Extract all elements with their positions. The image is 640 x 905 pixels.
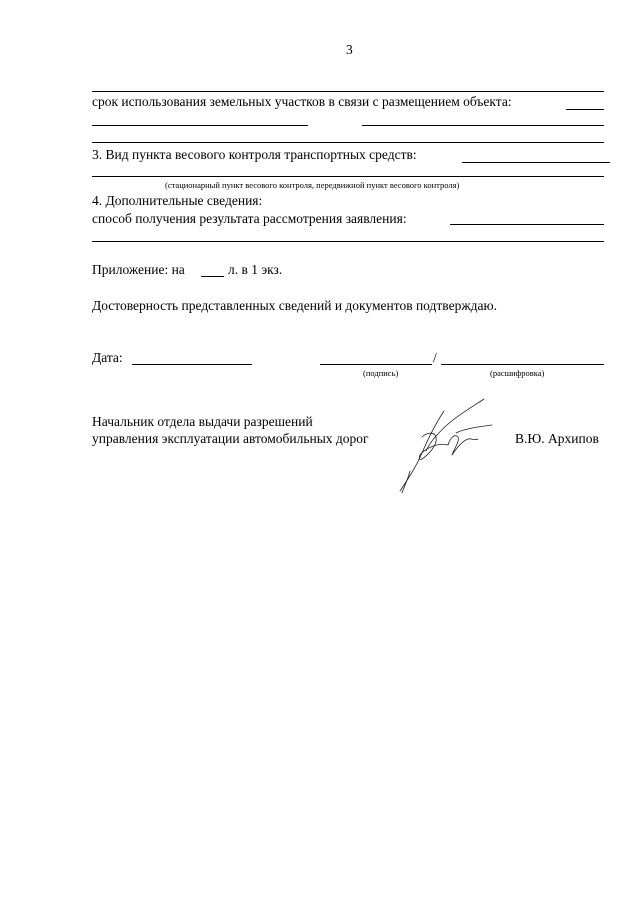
decoding-field[interactable] (441, 364, 604, 365)
section4-title: 4. Дополнительные сведения: (92, 193, 263, 208)
section3-weight-control-type: 3. Вид пункта весового контроля транспортных средств: (92, 147, 417, 162)
land-use-term-label: срок использования земельных участков в связи с размещением объекта: (92, 94, 512, 109)
signer-position-line2: управления эксплуатации автомобильных дорог (92, 431, 369, 446)
blank-line (92, 241, 604, 242)
handwritten-signature (392, 393, 500, 498)
signature-caption: (подпись) (363, 368, 399, 378)
attachment-prefix: Приложение: на (92, 262, 185, 277)
slash-separator: / (433, 350, 437, 365)
attachment-suffix: л. в 1 экз. (228, 262, 283, 277)
blank-line (92, 142, 604, 143)
date-field[interactable] (132, 364, 252, 365)
blank-line (92, 176, 604, 177)
decoding-caption: (расшифровка) (490, 368, 545, 378)
signer-position-line1: Начальник отдела выдачи разрешений (92, 414, 313, 429)
result-method-label: способ получения результата рассмотрения заявления: (92, 211, 407, 226)
weight-control-type-field[interactable] (462, 162, 610, 163)
land-use-term-field[interactable] (566, 109, 604, 110)
blank-line (92, 125, 308, 126)
signer-name: В.Ю. Архипов (515, 431, 599, 446)
blank-line (92, 91, 604, 92)
date-label: Дата: (92, 350, 123, 365)
attachment-pages-field[interactable] (201, 276, 224, 277)
page-number: 3 (346, 42, 353, 57)
blank-line (362, 125, 604, 126)
result-method-field[interactable] (450, 224, 604, 225)
confirmation-text: Достоверность представленных сведений и документов подтверждаю. (92, 298, 497, 313)
section3-hint: (стационарный пункт весового контроля, передвижной пункт весового контроля) (165, 180, 460, 190)
signature-field[interactable] (320, 364, 432, 365)
